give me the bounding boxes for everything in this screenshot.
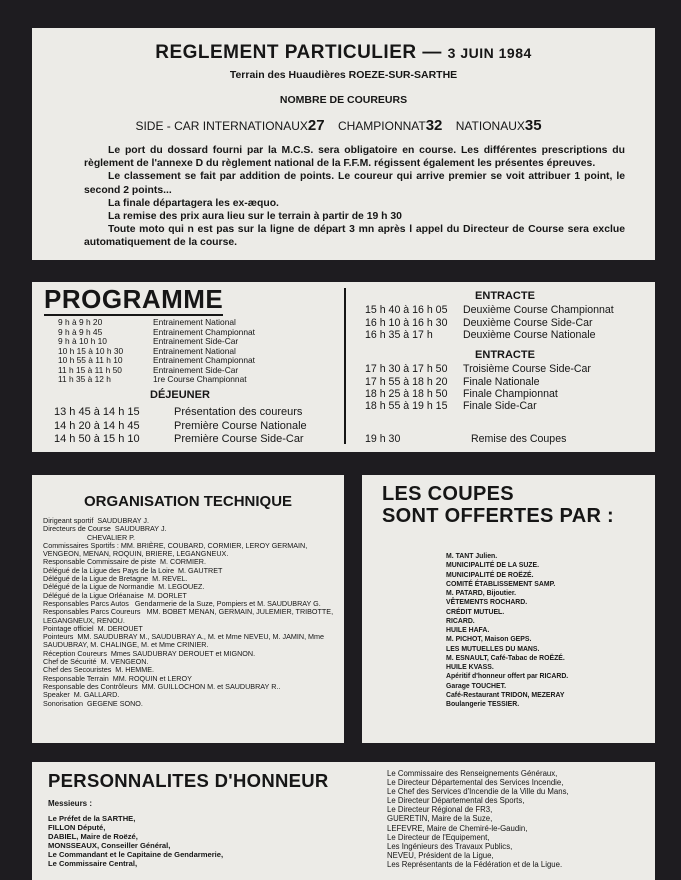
break-heading: ENTRACTE <box>475 290 535 302</box>
organisation-panel <box>32 475 344 743</box>
schedule-event: Finale Side-Car <box>463 400 537 413</box>
donor-item: M. PATARD, Bijoutier. <box>446 590 517 597</box>
lunch-heading: DÉJEUNER <box>150 389 210 401</box>
organisation-line: Pointage officiel M. DEROUET <box>43 623 143 633</box>
donor-item: Boulangerie TESSIER. <box>446 701 520 708</box>
coupes-title-line: LES COUPES <box>382 483 514 505</box>
schedule-row <box>54 433 307 447</box>
organisation-line: Sonorisation GEGENE SONO. <box>43 698 143 708</box>
organisation-line: Responsable Terrain MM. ROQUIN et LEROY <box>43 673 192 683</box>
organisation-line: Responsables Parcs Autos Gendarmerie de la Suze, Pompiers et M. SAUDUBRAY G. <box>43 598 321 608</box>
organisation-line: Délégué de la Ligue de Normandie M. LEGOUEZ. <box>43 582 205 592</box>
organisation-line: Speaker M. GALLARD. <box>43 690 120 700</box>
donor-item: Garage TOUCHET. <box>446 682 506 690</box>
coupes-title <box>382 483 614 527</box>
schedule-time: 11 h 15 à 11 h 50 <box>58 364 122 375</box>
schedule-time: 9 h à 10 h 10 <box>58 336 107 346</box>
personnalite-item: NEVEU, Président de la Ligue, <box>387 850 494 860</box>
donor-item: HUILE HAFA. <box>446 627 490 634</box>
rider-counts <box>32 117 655 134</box>
morning-schedule <box>58 318 255 385</box>
donor-item: RICARD. <box>446 617 475 625</box>
schedule-time: 16 h 10 à 16 h 30 <box>365 316 448 329</box>
organisation-line: Chef de Sécurité M. VENGEON. <box>43 657 149 667</box>
count-label: SIDE - CAR INTERNATIONAUX <box>135 119 308 133</box>
rule-paragraph: Le classement se fait par addition de points. Le coureur qui arrive premier se voit attribuer 1 point, le second 2 points... <box>84 171 625 196</box>
afternoon-schedule <box>54 406 307 447</box>
donor-item: M. ESNAULT, Café-Tabac de ROËZÉ. <box>446 654 565 662</box>
event-date: 3 JUIN 1984 <box>447 45 532 61</box>
schedule-row <box>365 363 645 375</box>
personnalites-right-list <box>387 769 569 869</box>
schedule-row <box>365 400 645 412</box>
schedule-row <box>58 375 255 385</box>
riders-heading: NOMBRE DE COUREURS <box>279 94 408 106</box>
donor-item: HUILE KVASS. <box>446 664 494 671</box>
schedule-time: 10 h 15 à 10 h 30 <box>58 345 124 356</box>
donor-item: M. PICHOT, Maison GEPS. <box>446 636 532 644</box>
coupes-panel <box>362 475 655 743</box>
schedule-time: 14 h 50 à 15 h 10 <box>54 433 140 445</box>
organisation-line: Délégué de la Ligue des Pays de la Loire M. GAUTRET <box>43 565 223 575</box>
schedule-row <box>365 304 645 316</box>
personnalite-item: Le Commissaire Central, <box>48 859 138 868</box>
organisation-line: Responsable des Contrôleurs MM. GUILLOCHON M. et SAUDUBRAY R.. <box>43 681 281 691</box>
rule-paragraph: Toute moto qui n est pas sur la ligne de départ 3 mn après l appel du Directeur de Course sera exclue automatiquement de la course. <box>84 224 625 249</box>
personnalite-item: Le Directeur Régional de FR3, <box>387 805 493 815</box>
count-label: CHAMPIONNAT <box>337 119 426 133</box>
personnalite-item: Le Directeur de l'Equipement, <box>387 832 490 842</box>
donor-item: VÊTEMENTS ROCHARD. <box>446 599 528 607</box>
rule-paragraph: La finale départagera les ex-æquo. <box>108 197 279 209</box>
coupes-title-line: SONT OFFERTES PAR : <box>382 505 614 527</box>
schedule-event: Première Course Side-Car <box>174 433 304 445</box>
schedule-event: Entrainement Side-Car <box>153 364 239 375</box>
schedule-time: 11 h 35 à 12 h <box>58 374 111 384</box>
donor-item: MUNICIPALITÉ DE ROËZÉ. <box>446 571 534 579</box>
schedule-event: Entrainement Championnat <box>153 326 255 337</box>
schedule-row <box>365 388 645 400</box>
schedule-event: Deuxième Course Side-Car <box>463 316 593 329</box>
schedule-time: 17 h 30 à 17 h 50 <box>365 363 448 376</box>
schedule-row <box>365 376 645 388</box>
personnalite-item: Le Commandant et le Capitaine de Gendarmerie, <box>48 850 224 859</box>
schedule-row <box>365 433 645 445</box>
evening-schedule <box>365 282 645 445</box>
count-value: 32 <box>425 117 443 134</box>
personnalite-item: MONSSEAUX, Conseiller Général, <box>48 841 171 850</box>
schedule-event: Deuxième Course Championnat <box>463 304 614 317</box>
organisation-line: CHEVALIER P. <box>43 532 136 542</box>
personnalite-item: Le Chef des Services d'Incendie de la Ville du Mans, <box>387 787 569 797</box>
donor-item: COMITÉ ÉTABLISSEMENT SAMP. <box>446 580 556 588</box>
schedule-time: 9 h à 9 h 20 <box>58 317 103 327</box>
donor-item: Café-Restaurant TRIDON, MEZERAY <box>446 691 565 699</box>
page-title <box>32 42 655 64</box>
title-text: REGLEMENT PARTICULIER — <box>155 42 442 63</box>
programme-title: PROGRAMME <box>44 284 224 314</box>
organisation-line: Réception Coureurs Mmes SAUDUBRAY DEROUET et MIGNON. <box>43 648 256 658</box>
schedule-event: Entrainement National <box>153 317 236 327</box>
count-label: NATIONAUX <box>455 119 525 133</box>
programme-panel <box>32 282 655 452</box>
organisation-line: Délégué de la Ligue de Bretagne M. REVEL. <box>43 574 188 584</box>
schedule-event: Présentation des coureurs <box>174 406 303 418</box>
schedule-event: Finale Championnat <box>463 388 558 401</box>
donor-item: M. TANT Julien. <box>446 553 498 560</box>
organisation-line: Commissaires Sportifs : MM. BRIÈRE, COUBARD, CORMIER, LEROY GERMAIN, VENGEON, MENAN, ROQUIN, BRIERE, LEGANGNEUX. <box>43 540 310 559</box>
schedule-time: 18 h 55 à 19 h 15 <box>365 400 448 413</box>
personnalite-item: Les Ingénieurs des Travaux Publics, <box>387 841 513 851</box>
rule-paragraph: La remise des prix aura lieu sur le terrain à partir de 19 h 30 <box>108 211 402 223</box>
schedule-time: 13 h 45 à 14 h 15 <box>54 406 140 418</box>
salutation: Messieurs : <box>48 799 93 808</box>
schedule-event: Finale Nationale <box>463 375 540 388</box>
schedule-time: 19 h 30 <box>365 432 401 445</box>
schedule-time: 16 h 35 à 17 h <box>365 328 433 341</box>
personnalite-item: Les Représentants de la Fédération et de la Ligue. <box>387 859 563 869</box>
schedule-event: Entrainement Championnat <box>153 355 255 365</box>
schedule-event: Entrainement National <box>153 345 236 356</box>
schedule-time: 14 h 20 à 14 h 45 <box>54 419 140 432</box>
break-heading: ENTRACTE <box>475 349 535 362</box>
schedule-event: Entrainement Side-Car <box>153 336 239 346</box>
organisation-line: Dirigeant sportif SAUDUBRAY J. <box>43 516 149 525</box>
schedule-time: 18 h 25 à 18 h 50 <box>365 388 448 401</box>
personnalites-title: PERSONNALITES D'HONNEUR <box>48 770 329 791</box>
donor-item: CRÉDIT MUTUEL. <box>446 608 505 616</box>
personnalites-panel <box>32 762 655 880</box>
personnalite-item: Le Commissaire des Renseignements Généraux, <box>387 769 558 778</box>
schedule-time: 9 h à 9 h 45 <box>58 326 103 337</box>
schedule-event: Remise des Coupes <box>471 432 567 445</box>
rules-text <box>84 144 625 250</box>
personnalite-item: Le Directeur Départemental des Services Incendie, <box>387 778 564 788</box>
schedule-time: 10 h 55 à 11 h 10 <box>58 355 123 365</box>
organisation-line: Pointeurs MM. SAUDUBRAY M., SAUDUBRAY A., M. et Mme NEVEU, M. JAMIN, Mme SAUDUBRAY, M. CHALINGE, M. et Mme CRINIER. <box>43 632 327 650</box>
donor-item: Apéritif d'honneur offert par RICARD. <box>446 673 569 681</box>
rule-paragraph: Le port du dossard fourni par la M.C.S. sera obligatoire en course. Les différentes prescriptions du règlement de l'annexe D du règlement national de la F.F.M. régissent également les présentes épreuves. <box>84 145 625 170</box>
personnalite-item: LEFEVRE, Maire de Chemiré-le-Gaudin, <box>387 823 528 833</box>
personnalite-item: Le Directeur Départemental des Sports, <box>387 796 525 806</box>
schedule-row <box>365 317 645 329</box>
reglement-panel <box>32 28 655 260</box>
donor-item: MUNICIPALITÉ DE LA SUZE. <box>446 562 540 570</box>
personnalites-left-list <box>48 814 223 868</box>
personnalite-item: FILLON Député, <box>48 823 106 832</box>
organisation-line: Délégué de la Ligue Orléanaise M. DORLET <box>43 590 187 600</box>
schedule-row <box>54 420 307 434</box>
organisation-line: Responsables Parcs Coureurs MM. BOBET MENAN, GERMAIN, JULEMIER, TRIBOTTE, LEGANGNEUX, RENOU. <box>43 607 336 625</box>
personnalite-item: DABIEL, Maire de Roëzé, <box>48 832 138 841</box>
organisation-line: Responsable Commissaire de piste M. CORMIER. <box>43 557 206 567</box>
schedule-row <box>54 406 307 420</box>
organisation-line: Directeurs de Course SAUDUBRAY J. <box>43 524 167 534</box>
venue-line: Terrain des Huaudières ROEZE-SUR-SARTHE <box>229 69 458 81</box>
schedule-event: Première Course Nationale <box>174 419 307 432</box>
schedule-event: Deuxième Course Nationale <box>463 328 596 341</box>
schedule-event: Troisième Course Side-Car <box>463 363 591 376</box>
personnalite-item: GUERETIN, Maire de la Suze, <box>387 814 493 824</box>
donor-list <box>446 552 568 709</box>
organisation-line: Chef des Secouristes M. HEMME. <box>43 665 155 675</box>
organisation-list <box>43 517 336 708</box>
schedule-time: 17 h 55 à 18 h 20 <box>365 375 448 388</box>
count-value: 27 <box>307 117 325 134</box>
count-value: 35 <box>524 117 542 134</box>
column-divider <box>344 288 346 444</box>
schedule-time: 15 h 40 à 16 h 05 <box>365 304 448 317</box>
donor-item: LES MUTUELLES DU MANS. <box>446 645 540 653</box>
schedule-row <box>365 329 645 341</box>
organisation-title: ORGANISATION TECHNIQUE <box>83 493 293 510</box>
schedule-event: 1re Course Championnat <box>153 374 247 384</box>
personnalite-item: Le Préfet de la SARTHE, <box>48 814 136 823</box>
